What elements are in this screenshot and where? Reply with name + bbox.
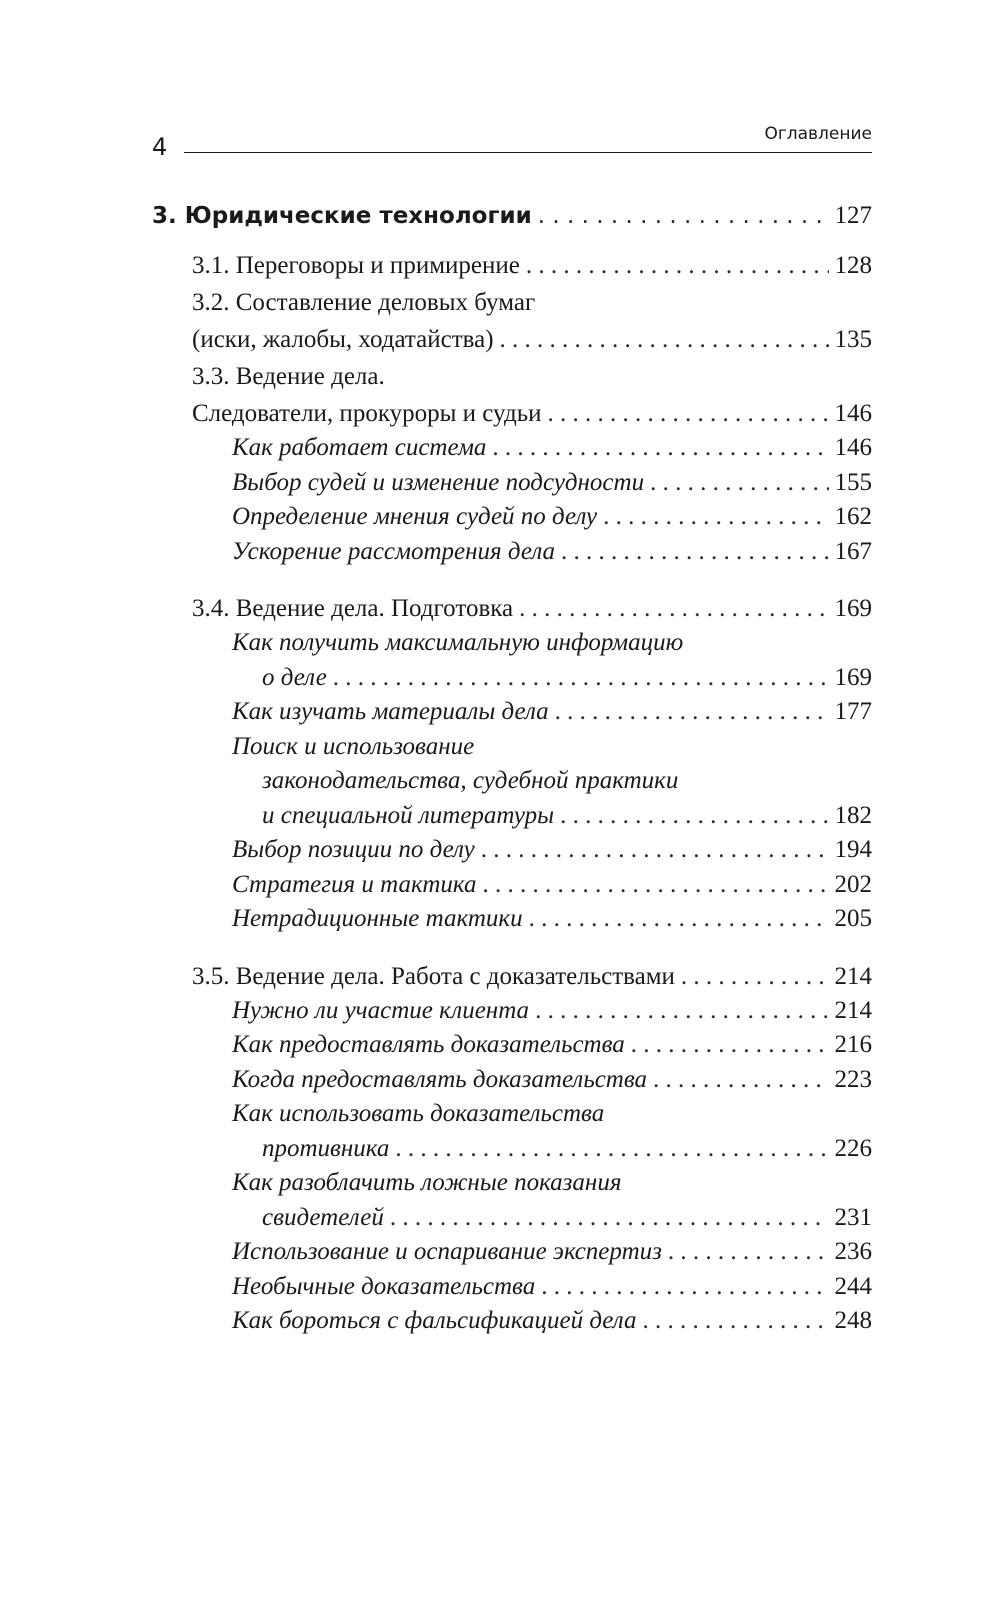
toc-page: 214	[834, 996, 872, 1024]
dot-leader	[529, 902, 829, 937]
toc-subsection[interactable]	[152, 1201, 872, 1236]
dot-leader	[603, 500, 828, 535]
dot-leader	[481, 833, 829, 868]
toc-section-3-1[interactable]	[152, 248, 872, 283]
toc-title: Как работает система	[232, 434, 487, 461]
toc-page: 146	[834, 400, 872, 427]
toc-page: 169	[834, 663, 872, 691]
toc-title: (иски, жалобы, ходатайства)	[192, 326, 494, 353]
toc-title: 3.5. Ведение дела. Работа с доказательствами	[192, 962, 675, 990]
toc-section-3-2-line1[interactable]: 3.2. Составление деловых бумаг	[192, 289, 536, 316]
toc-title: противника	[262, 1134, 390, 1162]
toc-title: 3. Юридические технологии	[152, 203, 532, 229]
toc-page: 177	[834, 698, 872, 725]
dot-leader	[561, 535, 828, 570]
dot-leader	[500, 322, 829, 357]
toc-section-3-3[interactable]	[152, 396, 872, 431]
toc-page: 182	[834, 801, 872, 829]
dot-leader	[333, 661, 829, 696]
toc-page: 214	[834, 962, 872, 990]
dot-leader	[541, 1270, 828, 1305]
toc-page: 155	[834, 468, 872, 496]
dot-leader	[526, 248, 829, 283]
toc-subsection[interactable]	[152, 994, 872, 1029]
toc-title: о деле	[262, 663, 327, 691]
toc-page: 135	[834, 326, 872, 353]
dot-leader	[538, 196, 829, 236]
toc-section-3-2[interactable]	[152, 322, 872, 357]
toc-subsection[interactable]	[152, 868, 872, 903]
toc-page: 167	[834, 537, 872, 565]
dot-leader	[668, 1235, 829, 1270]
toc-subsection[interactable]	[152, 1063, 872, 1098]
toc-subsection[interactable]	[152, 431, 872, 466]
toc-subsection-line2[interactable]: законодательства, судебной практики	[262, 767, 679, 794]
toc-title: Следователи, прокуроры и судьи	[192, 400, 542, 427]
toc-subsection-line1[interactable]: Как разоблачить ложные показания	[232, 1169, 622, 1196]
dot-leader	[560, 799, 828, 834]
dot-leader	[492, 431, 828, 466]
toc-subsection[interactable]	[152, 1304, 872, 1339]
toc-title: 3.4. Ведение дела. Подготовка	[192, 595, 514, 622]
dot-leader	[395, 1132, 828, 1167]
toc-title: Нетрадиционные тактики	[232, 905, 523, 932]
toc-page: 244	[834, 1272, 872, 1300]
dot-leader	[653, 1063, 828, 1098]
toc-page: 169	[834, 595, 872, 622]
toc-page: 216	[834, 1031, 872, 1058]
dot-leader	[650, 466, 828, 501]
toc-page: 226	[834, 1134, 872, 1162]
toc-subsection[interactable]	[152, 695, 872, 730]
toc-section-3-3-line1[interactable]: 3.3. Ведение дела.	[192, 363, 385, 390]
toc-subsection[interactable]	[152, 1270, 872, 1305]
dot-leader	[482, 868, 828, 903]
toc-section-3-5[interactable]	[152, 959, 872, 994]
toc-title: Как изучать материалы дела	[232, 698, 549, 725]
toc-title: Ускорение рассмотрения дела	[232, 537, 556, 565]
dot-leader	[555, 695, 829, 730]
toc-title: Когда предоставлять доказательства	[232, 1065, 648, 1093]
toc-page: 127	[834, 202, 872, 229]
toc-page: 236	[834, 1238, 872, 1265]
toc-subsection[interactable]	[152, 1028, 872, 1063]
toc-page: 194	[834, 836, 872, 863]
dot-leader	[681, 959, 829, 994]
toc-title: Как предоставлять доказательства	[232, 1031, 625, 1058]
running-title: Оглавление	[764, 124, 872, 144]
toc-subsection[interactable]	[152, 1132, 872, 1167]
dot-leader	[642, 1304, 828, 1339]
header-rule	[184, 152, 872, 153]
toc-title: 3.1. Переговоры и примирение	[192, 252, 520, 279]
toc-title: Использование и оспаривание экспертиз	[232, 1238, 662, 1265]
toc-title: Выбор судей и изменение подсудности	[232, 468, 645, 496]
toc-page: 128	[834, 252, 872, 279]
toc-subsection[interactable]	[152, 833, 872, 868]
page-number: 4	[152, 133, 168, 161]
toc-page: 205	[834, 905, 872, 932]
dot-leader	[390, 1201, 829, 1236]
toc-page: 248	[834, 1307, 872, 1334]
toc-title: свидетелей	[262, 1203, 384, 1231]
toc-page: 231	[834, 1203, 872, 1231]
toc-title: Стратегия и тактика	[232, 870, 477, 898]
toc-page: 146	[834, 434, 872, 461]
dot-leader	[631, 1028, 829, 1063]
toc-title: и специальной литературы	[262, 801, 555, 829]
dot-leader	[547, 396, 828, 431]
toc-title: Необычные доказательства	[232, 1272, 536, 1300]
dot-leader	[535, 994, 828, 1029]
toc-title: Как бороться с фальсификацией дела	[232, 1307, 637, 1334]
toc-subsection[interactable]	[152, 799, 872, 834]
toc-subsection[interactable]	[152, 466, 872, 501]
toc-page: 202	[834, 870, 872, 898]
toc-subsection[interactable]	[152, 661, 872, 696]
toc-page: 223	[834, 1065, 872, 1093]
dot-leader	[519, 591, 828, 626]
toc-chapter-3[interactable]	[152, 196, 872, 236]
toc-title: Выбор позиции по делу	[232, 836, 475, 863]
toc-subsection[interactable]	[152, 1235, 872, 1270]
toc-title: Нужно ли участие клиента	[232, 996, 530, 1024]
toc-subsection-line1[interactable]: Поиск и использование	[232, 732, 475, 760]
table-of-contents	[152, 196, 872, 1339]
toc-page: 162	[834, 503, 872, 530]
toc-subsection-line1[interactable]: Как использовать доказательства	[232, 1100, 605, 1127]
running-head	[152, 118, 872, 162]
toc-title: Определение мнения судей по делу	[232, 503, 598, 530]
toc-subsection[interactable]	[152, 902, 872, 937]
toc-subsection-line1[interactable]: Как получить максимальную информацию	[232, 629, 684, 656]
toc-section-3-4[interactable]	[152, 591, 872, 626]
toc-subsection[interactable]	[152, 500, 872, 535]
toc-subsection[interactable]	[152, 535, 872, 570]
